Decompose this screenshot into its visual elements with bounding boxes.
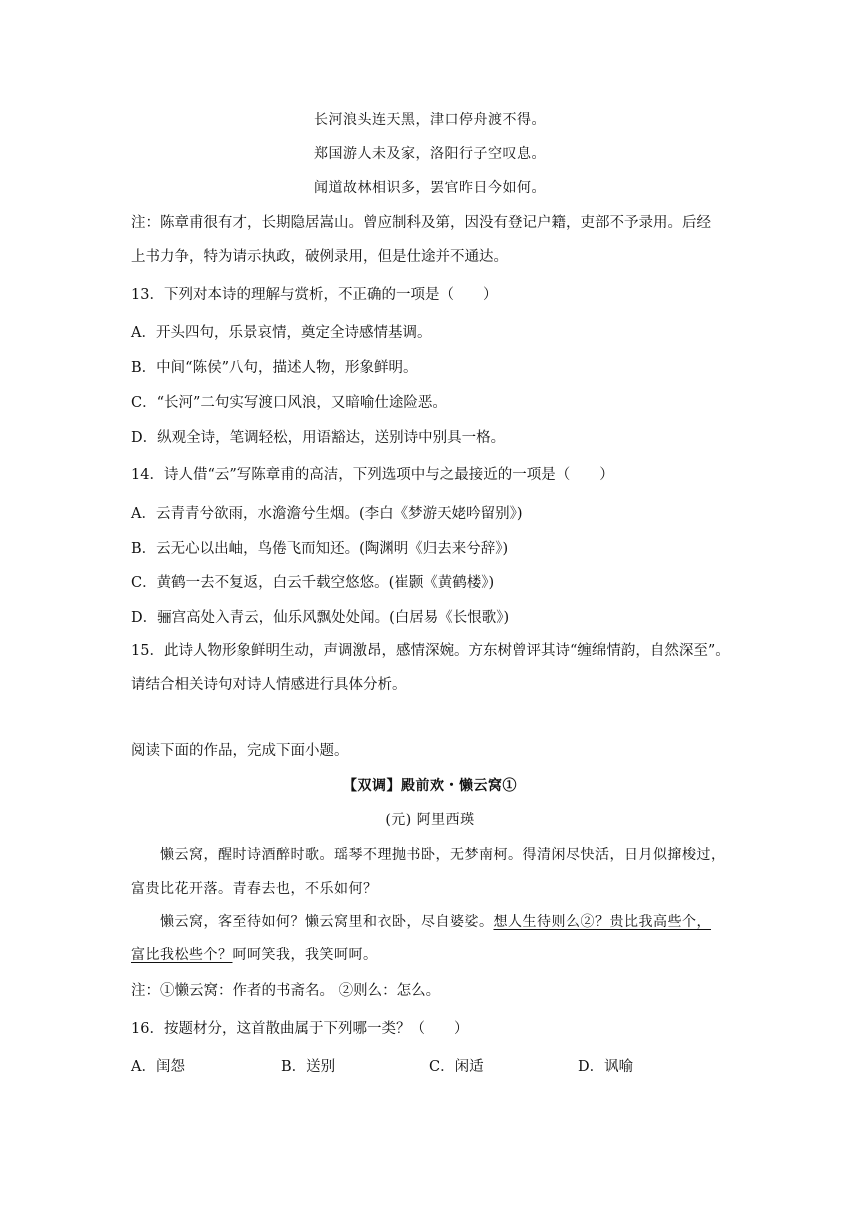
q13-option-d: D．纵观全诗，笔调轻松，用语豁达，送别诗中别具一格。 — [131, 430, 506, 446]
qu-paragraph: 富贵比花开落。青春去也，不乐如何？ — [131, 881, 378, 897]
poem-line: 闻道故林相识多，罢官昨日今如何。 — [314, 180, 546, 196]
poem-line: 郑国游人未及家，洛阳行子空叹息。 — [314, 146, 546, 162]
q13-option-c: C．“长河”二句实写渡口风浪，又暗喻仕途险恶。 — [131, 395, 447, 411]
qu-paragraph — [131, 945, 378, 965]
q16-option-c: C．闲适 — [429, 1059, 484, 1075]
question-13-stem: 13．下列对本诗的理解与赏析，不正确的一项是（ ） — [131, 287, 498, 303]
question-15-stem: 请结合相关诗句对诗人情感进行具体分析。 — [131, 677, 407, 693]
q14-option-b: B．云无心以出岫，鸟倦飞而知还。(陶渊明《归去来兮辞》) — [131, 541, 509, 557]
q16-option-a: A．闺怨 — [131, 1059, 185, 1075]
qu-paragraph: 懒云窝，醒时诗酒醉时歌。瑶琴不理抛书卧，无梦南柯。得清闲尽快活，日月似撺梭过， — [160, 847, 726, 863]
reading-intro: 阅读下面的作品，完成下面小题。 — [131, 743, 349, 759]
q14-option-c: C．黄鹤一去不复返，白云千载空悠悠。(崔颢《黄鹤楼》) — [131, 575, 495, 591]
q14-option-d: D．骊宫高处入青云，仙乐风飘处处闻。(白居易《长恨歌》) — [131, 610, 510, 626]
question-16-stem: 16．按题材分，这首散曲属于下列哪一类？（ ） — [131, 1021, 469, 1037]
q13-option-a: A．开头四句，乐景哀情，奠定全诗感情基调。 — [131, 325, 432, 341]
q16-option-d: D．讽喻 — [578, 1059, 634, 1075]
note-text: 上书力争，特为请示执政，破例录用，但是仕途并不通达。 — [131, 249, 508, 265]
note-text: 注：陈章甫很有才，长期隐居嵩山。曾应制科及第，因没有登记户籍，吏部不予录用。后经 — [131, 215, 711, 231]
poem-line: 长河浪头连天黑，津口停舟渡不得。 — [314, 112, 546, 128]
plain-text: 呵呵笑我，我笑呵呵。 — [232, 947, 378, 963]
qu-title: 【双调】殿前欢・懒云窝① — [343, 778, 517, 794]
plain-text: 懒云窝，客至待如何？懒云窝里和衣卧，尽自婆娑。 — [160, 914, 494, 930]
q13-option-b: B．中间“陈侯”八句，描述人物，形象鲜明。 — [131, 360, 418, 376]
question-14-stem: 14．诗人借“云”写陈章甫的高洁，下列选项中与之最接近的一项是（ ） — [131, 467, 614, 483]
qu-paragraph — [160, 912, 711, 932]
underlined-text: 想人生待则么②？贵比我高些个， — [493, 914, 711, 930]
underlined-text: 富比我松些个？ — [131, 947, 233, 963]
question-15-stem: 15．此诗人物形象鲜明生动，声调激昂，感情深婉。方东树曾评其诗“缠绵情韵，自然深至”。 — [131, 643, 730, 659]
q16-option-b: B．送别 — [281, 1059, 336, 1075]
qu-author: (元) 阿里西瑛 — [385, 812, 475, 828]
note-text: 注：①懒云窝：作者的书斋名。 ②则么：怎么。 — [131, 983, 441, 999]
q14-option-a: A．云青青兮欲雨，水澹澹兮生烟。(李白《梦游天姥吟留别》) — [131, 506, 523, 522]
